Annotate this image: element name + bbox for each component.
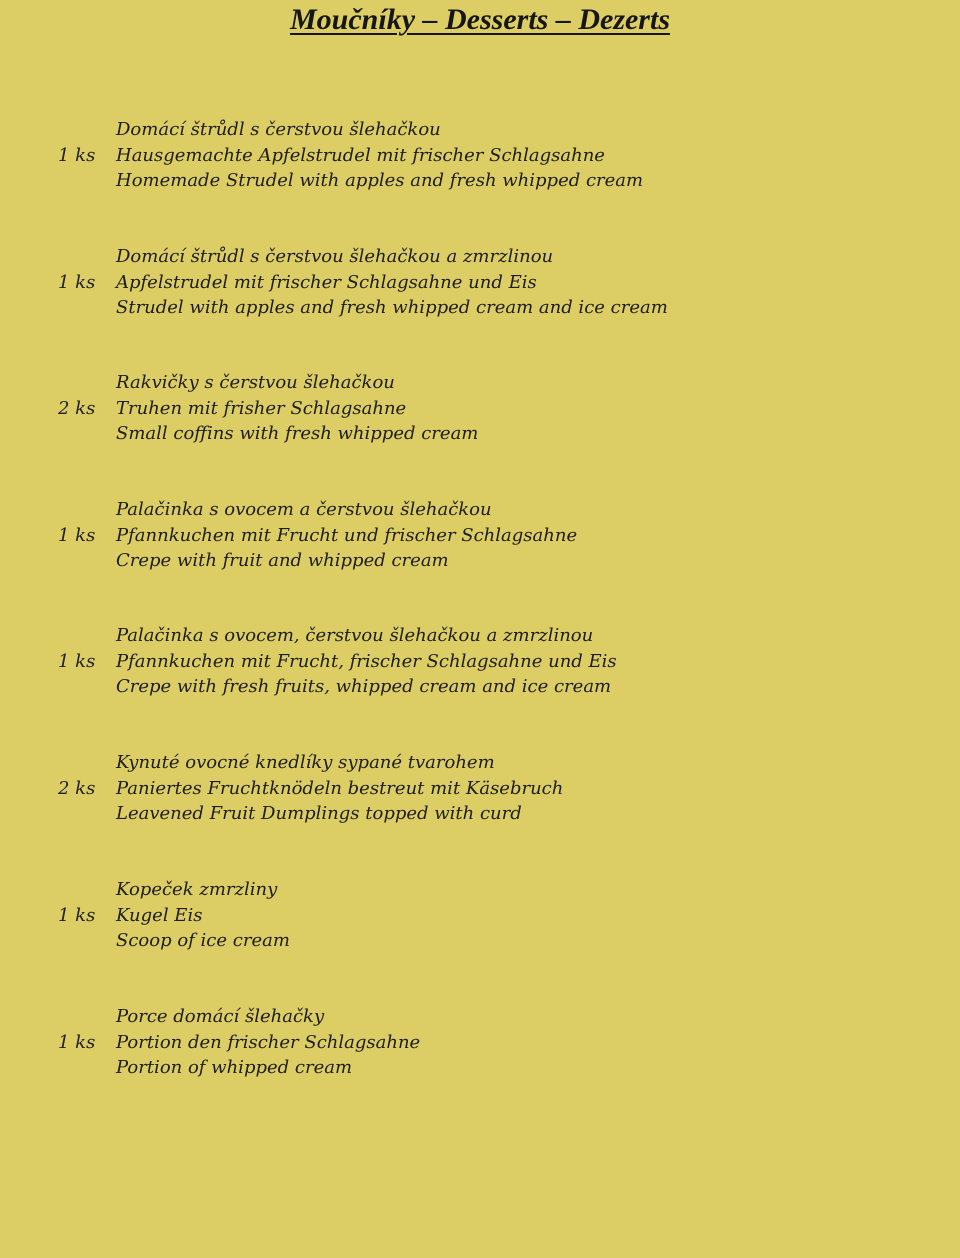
item-quantity: 1 ks — [58, 905, 96, 926]
item-quantity: 1 ks — [58, 651, 96, 672]
item-name-czech: Porce domácí šlehačky — [116, 1006, 325, 1027]
item-name-german: Truhen mit frisher Schlagsahne — [116, 397, 407, 419]
item-quantity: 1 ks — [58, 525, 96, 546]
item-name-english: Strudel with apples and fresh whipped cream and ice cream — [116, 297, 668, 318]
item-name-czech: Domácí štrůdl s čerstvou šlehačkou — [116, 119, 441, 140]
item-name-czech: Palačinka s ovocem a čerstvou šlehačkou — [116, 499, 492, 520]
item-name-german: Hausgemachte Apfelstrudel mit frischer Schlagsahne — [116, 144, 605, 166]
menu-item-crepe — [58, 497, 918, 575]
item-quantity: 1 ks — [58, 272, 96, 293]
item-name-german: Pfannkuchen mit Frucht und frischer Schlagsahne — [116, 524, 578, 546]
menu-item-fruit-dumplings — [58, 750, 918, 828]
item-names — [116, 1004, 916, 1081]
menu-item-whipped-cream — [58, 1004, 918, 1082]
item-names — [116, 750, 916, 827]
page-title-text: Moučníky – Desserts – Dezerts — [290, 3, 670, 36]
item-name-czech: Rakvičky s čerstvou šlehačkou — [116, 372, 395, 393]
item-names — [116, 117, 916, 194]
item-name-english: Small coffins with fresh whipped cream — [116, 423, 479, 444]
item-name-english: Homemade Strudel with apples and fresh whipped cream — [116, 170, 644, 191]
item-quantity: 1 ks — [58, 145, 96, 166]
item-name-english: Scoop of ice cream — [116, 930, 290, 951]
item-quantity: 2 ks — [58, 398, 96, 419]
item-name-english: Crepe with fruit and whipped cream — [116, 550, 449, 571]
menu-item-small-coffins — [58, 370, 918, 448]
item-name-german: Portion den frischer Schlagsahne — [116, 1031, 421, 1053]
item-name-english: Leavened Fruit Dumplings topped with curd — [116, 803, 522, 824]
item-name-czech: Kopeček zmrzliny — [116, 879, 278, 900]
item-name-german: Apfelstrudel mit frischer Schlagsahne und Eis — [116, 271, 537, 293]
item-quantity: 2 ks — [58, 778, 96, 799]
item-names — [116, 877, 916, 954]
page-title — [0, 2, 960, 38]
item-name-czech: Palačinka s ovocem, čerstvou šlehačkou a zmrzlinou — [116, 625, 594, 646]
menu-item-strudel-ice-cream — [58, 244, 918, 322]
item-names — [116, 244, 916, 321]
item-name-czech: Domácí štrůdl s čerstvou šlehačkou a zmrzlinou — [116, 246, 554, 267]
item-name-czech: Kynuté ovocné knedlíky sypané tvarohem — [116, 752, 495, 773]
item-names — [116, 370, 916, 447]
item-name-german: Kugel Eis — [116, 904, 203, 926]
item-name-english: Portion of whipped cream — [116, 1057, 353, 1078]
item-name-german: Paniertes Fruchtknödeln bestreut mit Käsebruch — [116, 777, 564, 799]
item-name-english: Crepe with fresh fruits, whipped cream and ice cream — [116, 676, 612, 697]
menu-item-scoop-ice-cream — [58, 877, 918, 955]
item-quantity: 1 ks — [58, 1032, 96, 1053]
menu-item-crepe-ice-cream — [58, 623, 918, 701]
item-name-german: Pfannkuchen mit Frucht, frischer Schlagsahne und Eis — [116, 650, 617, 672]
menu-item-strudel — [58, 117, 918, 195]
item-names — [116, 497, 916, 574]
item-names — [116, 623, 916, 700]
